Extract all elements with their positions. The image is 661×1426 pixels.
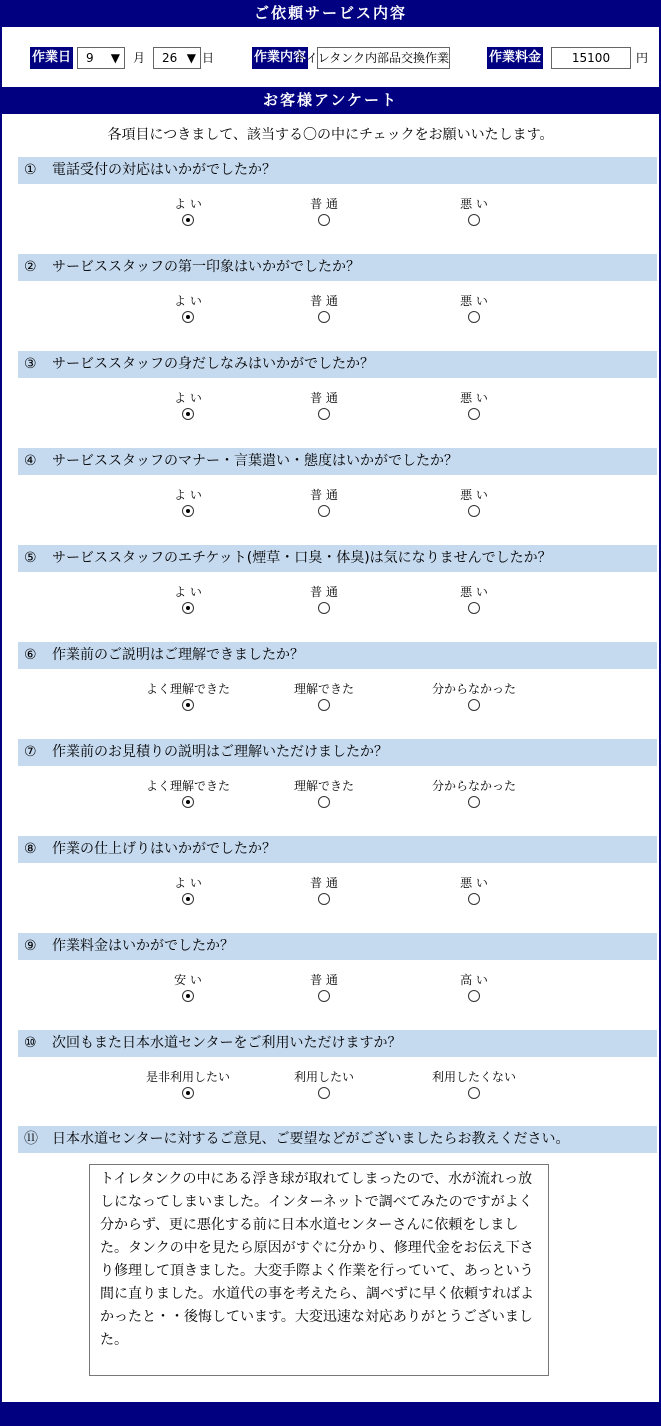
answer-option[interactable]	[133, 488, 243, 520]
work-content-label: 作業内容	[252, 47, 308, 69]
answer-option[interactable]	[269, 488, 379, 520]
service-header: ご依頼サービス内容	[2, 0, 659, 27]
radio-unchecked-icon[interactable]	[318, 796, 330, 808]
radio-unchecked-icon[interactable]	[468, 796, 480, 808]
option-label: 安 い	[174, 973, 202, 987]
question-number: ⑩	[24, 1035, 37, 1051]
question-heading	[18, 836, 657, 863]
option-label: よく理解できた	[145, 779, 230, 793]
answer-option[interactable]	[133, 1070, 243, 1102]
answer-option[interactable]	[133, 682, 243, 714]
work-content-field[interactable]	[294, 47, 450, 69]
question-heading	[18, 545, 657, 572]
option-label: よ い	[174, 876, 202, 890]
radio-unchecked-icon[interactable]	[318, 1087, 330, 1099]
answer-option[interactable]	[133, 876, 243, 908]
option-label: よ い	[174, 197, 202, 211]
month-select[interactable]	[77, 47, 125, 69]
answer-option[interactable]	[419, 973, 529, 1005]
radio-unchecked-icon[interactable]	[318, 893, 330, 905]
question-number: ②	[24, 259, 37, 275]
answer-option[interactable]	[269, 779, 379, 811]
option-label: よ い	[174, 585, 202, 599]
option-label: 普 通	[310, 876, 338, 890]
radio-unchecked-icon[interactable]	[318, 505, 330, 517]
option-label: よ い	[174, 391, 202, 405]
answer-option[interactable]	[419, 585, 529, 617]
question-number: ⑧	[24, 841, 37, 857]
option-label: よ い	[174, 488, 202, 502]
question-text: 電話受付の対応はいかがでしたか？	[52, 162, 276, 178]
question-number: ⑨	[24, 938, 37, 954]
radio-unchecked-icon[interactable]	[318, 699, 330, 711]
option-label: 普 通	[310, 585, 338, 599]
fee-unit: 円	[636, 51, 649, 65]
option-label: 普 通	[310, 197, 338, 211]
question-text: 次回もまた日本水道センターをご利用いただけますか？	[52, 1035, 402, 1051]
answer-option[interactable]	[269, 973, 379, 1005]
option-label: 是非利用したい	[145, 1070, 230, 1084]
radio-unchecked-icon[interactable]	[468, 699, 480, 711]
work-content-value: トイレタンク内部品交換作業	[294, 51, 449, 65]
option-label: 分からなかった	[431, 682, 516, 696]
answer-option[interactable]	[419, 1070, 529, 1102]
answer-option[interactable]	[133, 391, 243, 423]
instructions-text: 各項目につきまして、該当する〇の中にチェックをお願いいたします。	[107, 127, 554, 143]
comment-textarea[interactable]: トイレタンクの中にある浮き球が取れてしまったので、水が流れっ放しになってしまいました。インターネットで調べてみたのですがよく分からず、更に悪化する前に日本水道センターさんに依頼をしました。タンクの中を見たら原因がすぐに分かり、修理代金をお伝え下さり修理して頂きました。大変手際よく作業を行っていて、あっという間に直りました。水道代の事を考えたら、調べずに早く依頼すればよかったと・・後悔しています。大変迅速な対応ありがとうございました。	[89, 1164, 549, 1376]
survey-header: お客様アンケート	[2, 87, 659, 114]
question-text: 作業料金はいかがでしたか？	[52, 938, 234, 954]
option-label: 利用したい	[293, 1070, 354, 1084]
radio-unchecked-icon[interactable]	[468, 602, 480, 614]
radio-checked-icon[interactable]	[182, 893, 194, 905]
option-label: 普 通	[310, 973, 338, 987]
option-label: 悪 い	[460, 197, 488, 211]
month-unit: 月	[133, 51, 146, 65]
question-number: ⑤	[24, 550, 37, 566]
radio-unchecked-icon[interactable]	[468, 990, 480, 1002]
option-label: 悪 い	[460, 294, 488, 308]
month-value: 9	[86, 51, 94, 65]
answer-option[interactable]	[133, 973, 243, 1005]
radio-checked-icon[interactable]	[182, 1087, 194, 1099]
answer-option[interactable]	[419, 488, 529, 520]
day-select[interactable]	[153, 47, 201, 69]
answer-option[interactable]	[133, 779, 243, 811]
option-label: よく理解できた	[145, 682, 230, 696]
answer-option[interactable]	[419, 294, 529, 326]
question-number: ⑥	[24, 647, 37, 663]
question-number: ④	[24, 453, 37, 469]
answer-option[interactable]	[419, 197, 529, 229]
option-label: 普 通	[310, 391, 338, 405]
option-label: 悪 い	[460, 876, 488, 890]
question-heading	[18, 254, 657, 281]
question-number: ⑦	[24, 744, 37, 760]
answer-option[interactable]	[133, 585, 243, 617]
radio-unchecked-icon[interactable]	[468, 408, 480, 420]
radio-unchecked-icon[interactable]	[468, 311, 480, 323]
radio-checked-icon[interactable]	[182, 699, 194, 711]
option-label: 普 通	[310, 488, 338, 502]
answer-option[interactable]	[419, 391, 529, 423]
radio-unchecked-icon[interactable]	[318, 311, 330, 323]
option-label: 悪 い	[460, 488, 488, 502]
radio-unchecked-icon[interactable]	[468, 893, 480, 905]
fee-label: 作業料金	[487, 47, 543, 69]
answer-option[interactable]	[269, 391, 379, 423]
fee-value: 15100	[571, 51, 611, 65]
option-label: 悪 い	[460, 391, 488, 405]
radio-unchecked-icon[interactable]	[468, 1087, 480, 1099]
answer-option[interactable]	[419, 682, 529, 714]
radio-unchecked-icon[interactable]	[318, 214, 330, 226]
radio-unchecked-icon[interactable]	[468, 214, 480, 226]
radio-checked-icon[interactable]	[182, 311, 194, 323]
option-label: 普 通	[310, 294, 338, 308]
question-heading	[18, 448, 657, 475]
option-label: よ い	[174, 294, 202, 308]
answer-option[interactable]	[269, 876, 379, 908]
radio-unchecked-icon[interactable]	[468, 505, 480, 517]
radio-unchecked-icon[interactable]	[318, 990, 330, 1002]
question-heading	[18, 642, 657, 669]
radio-unchecked-icon[interactable]	[318, 602, 330, 614]
dropdown-arrow-icon: ▼	[110, 51, 120, 65]
question-text: サービススタッフのマナー・言葉遣い・態度はいかがでしたか？	[52, 453, 458, 469]
dropdown-arrow-icon: ▼	[186, 51, 196, 65]
question-heading	[18, 1030, 657, 1057]
answer-option[interactable]	[269, 585, 379, 617]
question-heading	[18, 933, 657, 960]
radio-checked-icon[interactable]	[182, 990, 194, 1002]
radio-unchecked-icon[interactable]	[318, 408, 330, 420]
answer-option[interactable]	[269, 1070, 379, 1102]
question-text: サービススタッフの身だしなみはいかがでしたか？	[52, 356, 374, 372]
answer-option[interactable]	[269, 294, 379, 326]
question-number: ⑪	[24, 1131, 38, 1147]
radio-checked-icon[interactable]	[182, 408, 194, 420]
option-label: 分からなかった	[431, 779, 516, 793]
radio-checked-icon[interactable]	[182, 505, 194, 517]
fee-field[interactable]	[551, 47, 631, 69]
answer-option[interactable]	[133, 197, 243, 229]
question-number: ③	[24, 356, 37, 372]
question-text: 作業前のお見積りの説明はご理解いただけましたか？	[52, 744, 388, 760]
question-text: サービススタッフのエチケット(煙草・口臭・体臭)は気になりませんでしたか？	[52, 550, 552, 566]
radio-checked-icon[interactable]	[182, 214, 194, 226]
option-label: 理解できた	[293, 682, 354, 696]
comment-question-heading	[18, 1126, 657, 1153]
radio-checked-icon[interactable]	[182, 602, 194, 614]
question-text: 作業の仕上げりはいかがでしたか？	[52, 841, 276, 857]
footer-bar	[2, 1402, 659, 1426]
option-label: 理解できた	[293, 779, 354, 793]
answer-option[interactable]	[133, 294, 243, 326]
answer-option[interactable]	[419, 876, 529, 908]
radio-checked-icon[interactable]	[182, 796, 194, 808]
question-text: 日本水道センターに対するご意見、ご要望などがございましたらお教えください。	[52, 1131, 570, 1147]
answer-option[interactable]	[419, 779, 529, 811]
option-label: 利用したくない	[431, 1070, 516, 1084]
option-label: 高 い	[460, 973, 488, 987]
question-heading	[18, 739, 657, 766]
option-label: 悪 い	[460, 585, 488, 599]
question-text: サービススタッフの第一印象はいかがでしたか？	[52, 259, 360, 275]
question-text: 作業前のご説明はご理解できましたか？	[52, 647, 304, 663]
day-value: 26	[162, 51, 178, 65]
answer-option[interactable]	[269, 197, 379, 229]
answer-option[interactable]	[269, 682, 379, 714]
date-label: 作業日	[30, 47, 73, 69]
question-number: ①	[24, 162, 37, 178]
question-heading	[18, 351, 657, 378]
day-unit: 日	[202, 51, 215, 65]
question-heading	[18, 157, 657, 184]
